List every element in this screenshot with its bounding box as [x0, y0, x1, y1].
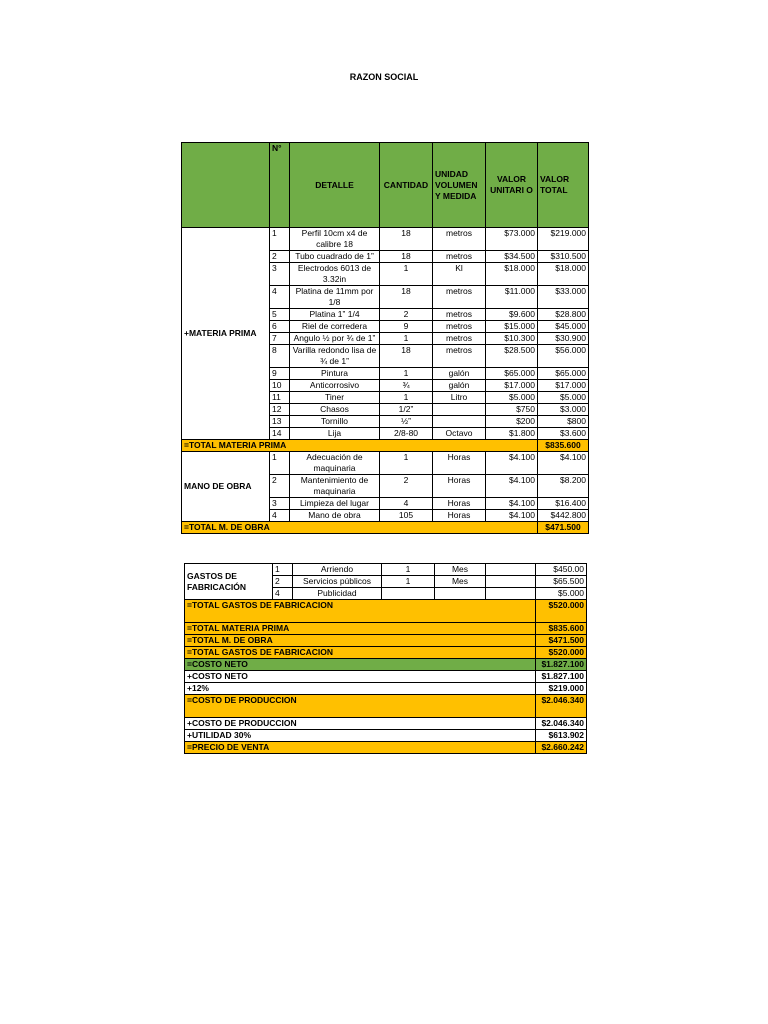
row-unidad: galón — [433, 368, 486, 380]
row-unidad: metros — [433, 286, 486, 309]
row-valor-total: $18.000 — [538, 263, 589, 286]
row-valor-total: $442.800 — [538, 510, 589, 522]
row-unidad: Horas — [433, 475, 486, 498]
row-valor-total: $30.900 — [538, 333, 589, 345]
row-detalle: Arriendo — [293, 564, 382, 576]
row-valor-unitario — [486, 576, 536, 588]
row-unidad: metros — [433, 333, 486, 345]
gastos-table — [184, 563, 587, 754]
row-unidad: galón — [433, 380, 486, 392]
row-detalle: Mantenimiento de maquinaria — [290, 475, 380, 498]
row-unidad: metros — [433, 345, 486, 368]
row-valor-unitario: $15.000 — [486, 321, 538, 333]
summary-value: $520.000 — [536, 647, 587, 659]
row-number: 12 — [270, 404, 290, 416]
row-unidad — [433, 404, 486, 416]
row-valor-unitario: $4.100 — [486, 452, 538, 475]
row-number: 11 — [270, 392, 290, 404]
summary-label: =TOTAL MATERIA PRIMA — [185, 623, 536, 635]
row-number: 8 — [270, 345, 290, 368]
row-valor-unitario: $5.000 — [486, 392, 538, 404]
summary-value: $613.902 — [536, 730, 587, 742]
row-cantidad: 1 — [380, 263, 433, 286]
page-title: RAZON SOCIAL — [349, 72, 419, 82]
row-number: 3 — [270, 498, 290, 510]
row-valor-unitario: $4.100 — [486, 498, 538, 510]
summary-value: $2.046.340 — [536, 718, 587, 730]
row-unidad: Horas — [433, 452, 486, 475]
summary-label: +COSTO NETO — [185, 671, 536, 683]
summary-value: $1.827.100 — [536, 659, 587, 671]
row-number: 5 — [270, 309, 290, 321]
summary-row — [185, 730, 587, 742]
row-unidad: metros — [433, 309, 486, 321]
row-cantidad: 18 — [380, 345, 433, 368]
row-cantidad: 1 — [382, 564, 435, 576]
row-valor-total: $45.000 — [538, 321, 589, 333]
summary-row — [185, 742, 587, 754]
summary-value: $219.000 — [536, 683, 587, 695]
total-gastos-label: =TOTAL GASTOS DE FABRICACION — [185, 600, 536, 623]
row-cantidad: 1 — [380, 452, 433, 475]
row-number: 1 — [270, 452, 290, 475]
row-cantidad: 2/8-80 — [380, 428, 433, 440]
row-number: 2 — [273, 576, 293, 588]
row-valor-unitario: $10.300 — [486, 333, 538, 345]
row-valor-total: $4.100 — [538, 452, 589, 475]
row-valor-total: $16.400 — [538, 498, 589, 510]
row-number: 4 — [270, 286, 290, 309]
summary-value: $2.046.340 — [536, 695, 587, 718]
row-valor-total: $17.000 — [538, 380, 589, 392]
row-valor-unitario: $18.000 — [486, 263, 538, 286]
row-number: 9 — [270, 368, 290, 380]
section-label: GASTOS DE FABRICACIÓN — [185, 564, 273, 600]
summary-row — [185, 683, 587, 695]
row-number: 1 — [273, 564, 293, 576]
row-valor-unitario: $750 — [486, 404, 538, 416]
row-valor-unitario: $17.000 — [486, 380, 538, 392]
materia-prima-section — [182, 228, 589, 440]
row-cantidad: 2 — [380, 309, 433, 321]
row-number: 14 — [270, 428, 290, 440]
row-detalle: Riel de corredera — [290, 321, 380, 333]
summary-label: =TOTAL GASTOS DE FABRICACION — [185, 647, 536, 659]
row-detalle: Electrodos 6013 de 3.32in — [290, 263, 380, 286]
row-detalle: Publicidad — [293, 588, 382, 600]
row-unidad — [433, 416, 486, 428]
total-materia-prima-row — [182, 440, 589, 452]
summary-label: +12% — [185, 683, 536, 695]
row-valor-unitario: $28.500 — [486, 345, 538, 368]
gastos-section — [185, 564, 587, 600]
row-cantidad: ½” — [380, 416, 433, 428]
row-detalle: Pintura — [290, 368, 380, 380]
row-cantidad: 18 — [380, 286, 433, 309]
row-valor-total: $3.600 — [538, 428, 589, 440]
row-valor-unitario: $65.000 — [486, 368, 538, 380]
summary-label: +UTILIDAD 30% — [185, 730, 536, 742]
summary-value: $1.827.100 — [536, 671, 587, 683]
row-cantidad: ¾ — [380, 380, 433, 392]
cost-table — [181, 142, 589, 534]
row-unidad: Mes — [435, 564, 486, 576]
row-cantidad: 1 — [380, 392, 433, 404]
row-number: 2 — [270, 251, 290, 263]
row-detalle: Tiner — [290, 392, 380, 404]
row-valor-total: $28.800 — [538, 309, 589, 321]
row-number: 10 — [270, 380, 290, 392]
row-valor-unitario: $4.100 — [486, 475, 538, 498]
row-valor-unitario: $9.600 — [486, 309, 538, 321]
row-cantidad: 1 — [382, 576, 435, 588]
row-valor-unitario: $73.000 — [486, 228, 538, 251]
row-unidad: metros — [433, 321, 486, 333]
total-mano-obra-row — [182, 522, 589, 534]
row-unidad: Horas — [433, 498, 486, 510]
header-unidad: UNIDAD VOLUMEN Y MEDIDA — [433, 143, 486, 228]
header-row — [182, 143, 589, 228]
header-blank — [182, 143, 270, 228]
summary-label: =PRECIO DE VENTA — [185, 742, 536, 754]
row-number: 4 — [270, 510, 290, 522]
summary-value: $471.500 — [536, 635, 587, 647]
section-label: +MATERIA PRIMA — [182, 228, 270, 440]
row-unidad: Kl — [433, 263, 486, 286]
row-number: 1 — [270, 228, 290, 251]
table-row — [182, 452, 589, 475]
row-detalle: Varilla redondo lisa de ¾ de 1” — [290, 345, 380, 368]
row-cantidad: 4 — [380, 498, 433, 510]
row-valor-total: $33.000 — [538, 286, 589, 309]
header-detalle: DETALLE — [290, 143, 380, 228]
total-gastos-row — [185, 600, 587, 623]
row-valor-unitario — [486, 564, 536, 576]
row-valor-total: $450.00 — [536, 564, 587, 576]
row-valor-unitario: $11.000 — [486, 286, 538, 309]
row-valor-total: $219.000 — [538, 228, 589, 251]
summary-row — [185, 695, 587, 718]
row-detalle: Platina 1” 1/4 — [290, 309, 380, 321]
summary-row — [185, 623, 587, 635]
row-valor-unitario — [486, 588, 536, 600]
total-mano-obra-value: $471.500 — [538, 522, 589, 534]
row-cantidad — [382, 588, 435, 600]
summary-label: =TOTAL M. DE OBRA — [185, 635, 536, 647]
row-number: 7 — [270, 333, 290, 345]
row-cantidad: 105 — [380, 510, 433, 522]
row-detalle: Perfil 10cm x4 de calibre 18 — [290, 228, 380, 251]
header-cantidad: CANTIDAD — [380, 143, 433, 228]
row-detalle: Tornillo — [290, 416, 380, 428]
mano-obra-section — [182, 452, 589, 522]
row-unidad: Horas — [433, 510, 486, 522]
row-detalle: Servicios públicos — [293, 576, 382, 588]
row-valor-unitario: $1.800 — [486, 428, 538, 440]
section-label: MANO DE OBRA — [182, 452, 270, 522]
row-unidad — [435, 588, 486, 600]
row-valor-total: $56.000 — [538, 345, 589, 368]
row-unidad: Octavo — [433, 428, 486, 440]
row-valor-total: $65.000 — [538, 368, 589, 380]
row-unidad: Mes — [435, 576, 486, 588]
row-valor-total: $310.500 — [538, 251, 589, 263]
header-valor-total: VALOR TOTAL — [538, 143, 589, 228]
summary-label: =COSTO DE PRODUCCION — [185, 695, 536, 718]
row-cantidad: 1/2” — [380, 404, 433, 416]
row-valor-unitario: $34.500 — [486, 251, 538, 263]
row-detalle: Anticorrosivo — [290, 380, 380, 392]
row-number: 2 — [270, 475, 290, 498]
total-gastos-value: $520.000 — [536, 600, 587, 623]
row-valor-total: $8.200 — [538, 475, 589, 498]
row-unidad: metros — [433, 251, 486, 263]
row-valor-unitario: $200 — [486, 416, 538, 428]
row-number: 6 — [270, 321, 290, 333]
row-detalle: Chasos — [290, 404, 380, 416]
summary-row — [185, 671, 587, 683]
row-detalle: Tubo cuadrado de 1” — [290, 251, 380, 263]
header-n: N° — [270, 143, 290, 228]
row-detalle: Limpieza del lugar — [290, 498, 380, 510]
summary-row — [185, 718, 587, 730]
total-materia-prima-label: =TOTAL MATERIA PRIMA — [182, 440, 538, 452]
summary-row — [185, 659, 587, 671]
table-row — [185, 564, 587, 576]
row-cantidad: 18 — [380, 251, 433, 263]
summary-value: $835.600 — [536, 623, 587, 635]
row-detalle: Adecuación de maquinaria — [290, 452, 380, 475]
row-cantidad: 9 — [380, 321, 433, 333]
row-number: 13 — [270, 416, 290, 428]
summary-value: $2.660.242 — [536, 742, 587, 754]
row-valor-total: $3.000 — [538, 404, 589, 416]
row-number: 3 — [270, 263, 290, 286]
row-valor-total: $5.000 — [538, 392, 589, 404]
header-valor-unitario: VALOR UNITARI O — [486, 143, 538, 228]
row-valor-total: $800 — [538, 416, 589, 428]
row-cantidad: 1 — [380, 368, 433, 380]
row-valor-total: $5.000 — [536, 588, 587, 600]
row-valor-total: $65.500 — [536, 576, 587, 588]
summary-row — [185, 647, 587, 659]
summary-label: =COSTO NETO — [185, 659, 536, 671]
summary-label: +COSTO DE PRODUCCION — [185, 718, 536, 730]
row-detalle: Angulo ½ por ¾ de 1” — [290, 333, 380, 345]
row-unidad: metros — [433, 228, 486, 251]
table-row — [182, 228, 589, 251]
total-mano-obra-label: =TOTAL M. DE OBRA — [182, 522, 538, 534]
row-cantidad: 18 — [380, 228, 433, 251]
row-detalle: Lija — [290, 428, 380, 440]
row-number: 4 — [273, 588, 293, 600]
row-unidad: Litro — [433, 392, 486, 404]
total-materia-prima-value: $835.600 — [538, 440, 589, 452]
row-detalle: Mano de obra — [290, 510, 380, 522]
summary-row — [185, 635, 587, 647]
row-detalle: Platina de 11mm por 1/8 — [290, 286, 380, 309]
row-cantidad: 1 — [380, 333, 433, 345]
row-cantidad: 2 — [380, 475, 433, 498]
row-valor-unitario: $4.100 — [486, 510, 538, 522]
